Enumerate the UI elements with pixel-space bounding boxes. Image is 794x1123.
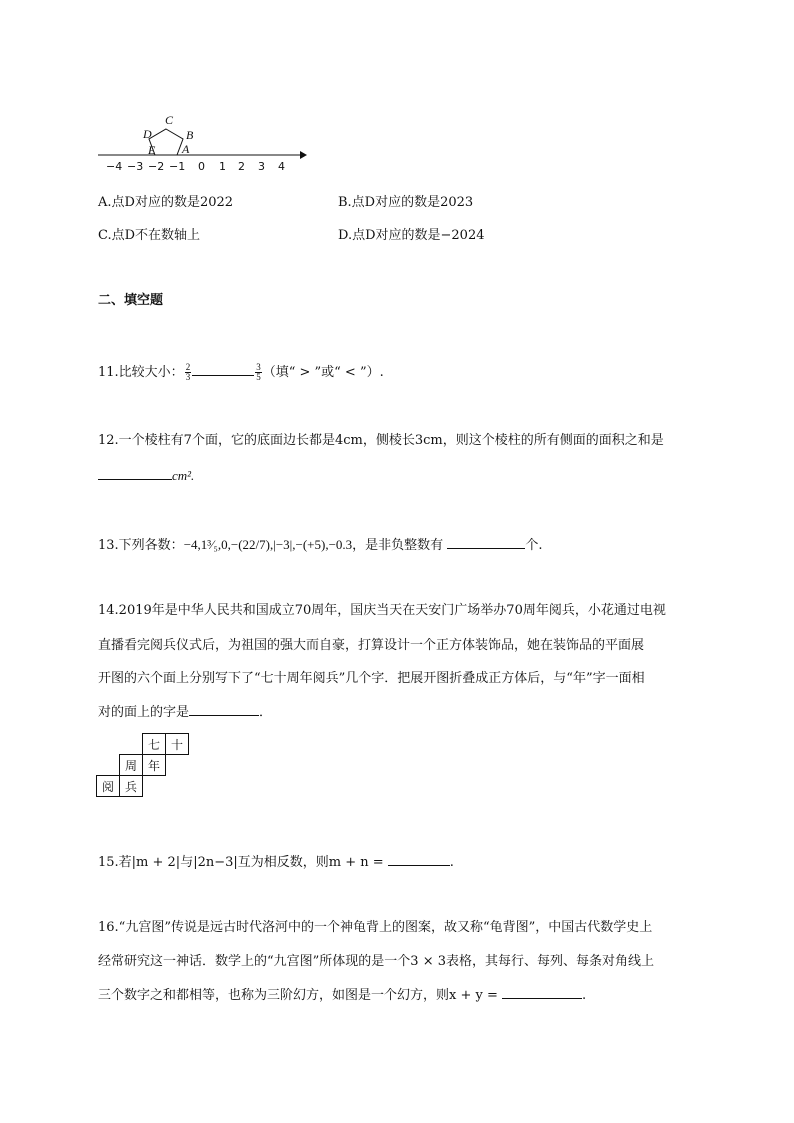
- q13-answer-blank[interactable]: [447, 537, 525, 549]
- number-line-arrow: [300, 151, 307, 159]
- question-12-line2: [98, 466, 194, 487]
- option-b: B.点D对应的数是2023: [338, 195, 474, 210]
- q16-answer-blank[interactable]: [502, 987, 582, 999]
- question-16-line1: 16.“九宫图”传说是远古时代洛河中的一个神龟背上的图案，故又称“龟背图”，中国古代数学史上: [98, 920, 653, 935]
- question-13: [98, 535, 542, 556]
- net-cell: 兵: [120, 776, 143, 797]
- vertex-label-b: B: [186, 128, 194, 142]
- question-14-line2: 直播看完阅兵仪式后，为祖国的强大而自豪，打算设计一个正方体装饰品，她在装饰品的平面展: [98, 638, 645, 653]
- vertex-label-d: D: [143, 127, 152, 141]
- q16-end: .: [582, 988, 587, 1003]
- option-d: D.点D对应的数是−2024: [338, 228, 485, 243]
- net-cell: 十: [166, 734, 189, 755]
- tick-label: 4: [278, 160, 285, 173]
- q12-unit: cm².: [172, 468, 195, 483]
- q13-numbers: −4,1³⁄₅,0,−(22/7),|−3|,−(+5),−0.3: [183, 537, 353, 552]
- q11-prefix: 11.比较大小：: [98, 365, 184, 380]
- tick-label: −1: [169, 160, 186, 173]
- number-line-figure: [92, 108, 314, 178]
- q13-prefix: 13.下列各数：: [98, 538, 184, 553]
- option-c: C.点D不在数轴上: [98, 228, 201, 243]
- tick-label: −4: [106, 160, 123, 173]
- net-cell: 阅: [97, 776, 120, 797]
- vertex-label-e: E: [148, 143, 156, 157]
- tick-label: −2: [148, 160, 165, 173]
- tick-label: 2: [238, 160, 245, 173]
- net-cell: 周: [120, 755, 143, 776]
- question-14-line3: 开图的六个面上分别写下了“七十周年阅兵”几个字．把展开图折叠成正方体后，与“年”字一面相: [98, 671, 645, 686]
- question-11: [98, 363, 384, 383]
- q11-answer-blank[interactable]: [192, 364, 254, 376]
- q15-end: .: [449, 855, 454, 870]
- net-cell: 年: [143, 755, 166, 776]
- question-15: [98, 853, 454, 873]
- q11-fraction-2: $\frac{3}{5}$: [256, 362, 261, 382]
- q15-answer-blank[interactable]: [388, 854, 450, 866]
- q11-suffix: （填“ > ”或“ < ”）.: [262, 365, 384, 380]
- net-cell: 七: [143, 734, 166, 755]
- q15-prefix: 15.若|m + 2|与|2n−3|互为相反数，则m + n =: [98, 855, 384, 870]
- option-a: A.点D对应的数是2022: [98, 195, 234, 210]
- q13-suffix-a: ，是非负整数有: [352, 538, 444, 553]
- question-14-line1: 14.2019年是中华人民共和国成立70周年，国庆当天在天安门广场举办70周年阅兵，小花通过电视: [98, 603, 666, 618]
- tick-label: 1: [219, 160, 226, 173]
- question-12-line1: 12.一个棱柱有7个面，它的底面边长都是4cm，侧棱长3cm，则这个棱柱的所有侧面的面积之和是: [98, 433, 664, 448]
- question-16-line3: [98, 986, 586, 1006]
- question-16-line2: 经常研究这一神话．数学上的“九宫图”所体现的是一个3 × 3表格，其每行、每列、每条对角线上: [98, 954, 654, 969]
- q14-line4-text: 对的面上的字是: [98, 705, 190, 720]
- tick-label: 0: [198, 160, 205, 173]
- tick-label: 3: [258, 160, 265, 173]
- q16-line3-text: 三个数字之和都相等，也称为三阶幻方，如图是一个幻方，则x + y =: [98, 988, 498, 1003]
- q13-suffix-b: 个.: [525, 538, 543, 553]
- vertex-label-a: A: [182, 142, 190, 156]
- q12-answer-blank[interactable]: [98, 468, 172, 480]
- vertex-label-c: C: [165, 113, 174, 127]
- cube-net: [96, 733, 189, 797]
- section-title: 二、填空题: [98, 293, 164, 308]
- q14-answer-blank[interactable]: [189, 704, 259, 716]
- tick-label: −3: [127, 160, 144, 173]
- question-14-line4: 对的面上的字是 ．: [98, 705, 273, 720]
- q11-fraction-1: $\frac{2}{3}$: [185, 362, 191, 382]
